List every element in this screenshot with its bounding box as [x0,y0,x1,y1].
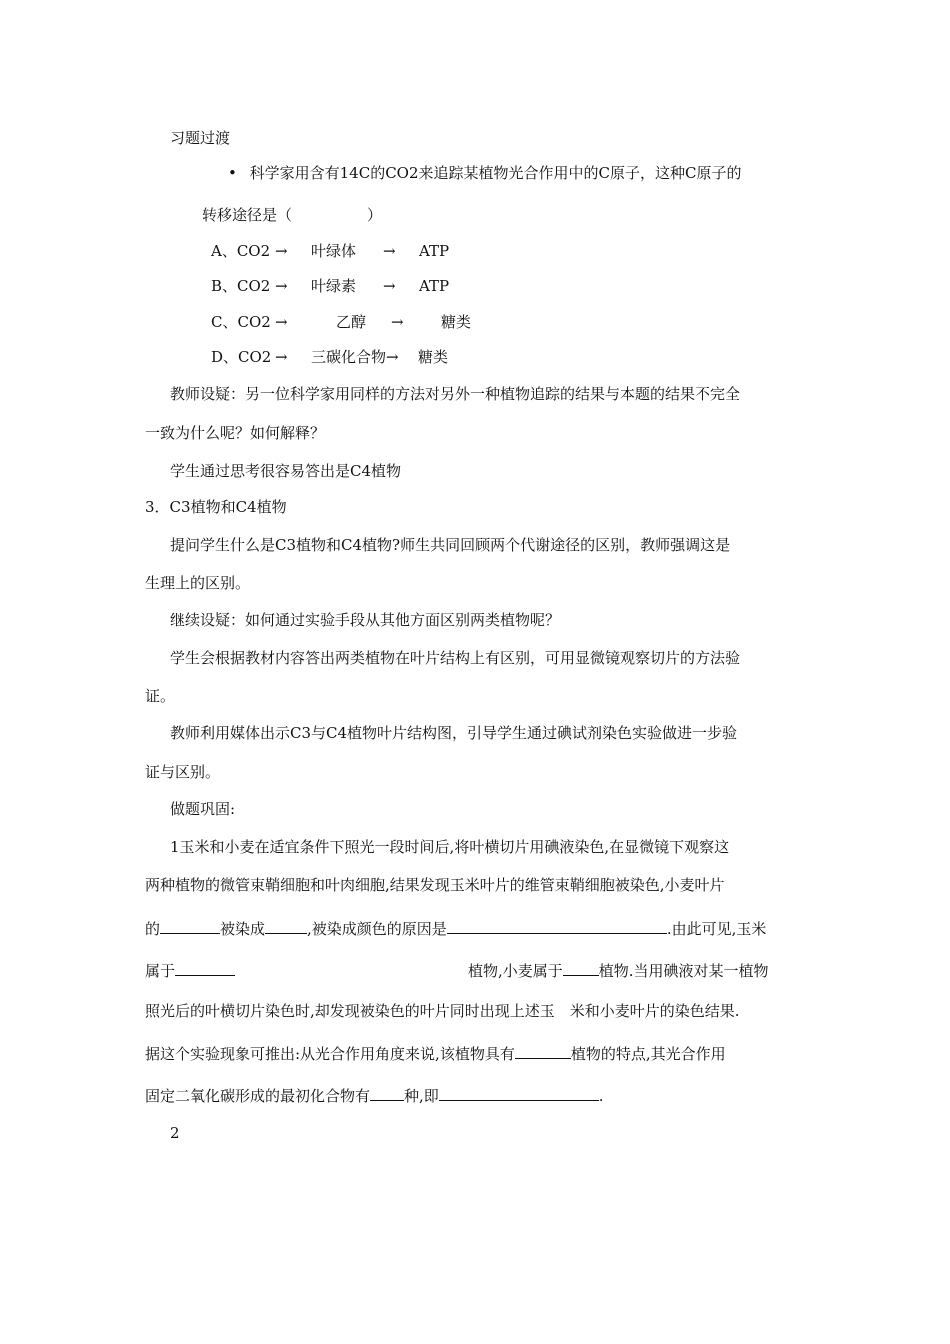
option-d [211,347,448,367]
option-a [211,241,449,261]
option-d-end: 糖类 [418,348,449,366]
answer-blank[interactable] [515,1043,571,1059]
option-c-mid: 乙醇 [335,313,366,331]
arrow-icon: → [275,277,288,295]
section-3-heading: 3．C3植物和C4植物 [145,498,287,516]
option-d-mid: 三碳化合物 [311,348,387,366]
text-segment: . [598,1087,604,1105]
option-c-end: 糖类 [441,313,472,331]
answer-blank[interactable] [563,960,599,976]
exercise-1-line-4b [468,960,769,981]
media-line-1: 教师利用媒体出示C3与C4植物叶片结构图，引导学生通过碘试剂染色实验做进一步验 [170,724,738,742]
arrow-icon: → [383,277,396,295]
text-segment: 据这个实验现象可推出:从光合作用角度来说,该植物具有 [145,1045,515,1063]
student-answer-2-line-2: 证。 [145,687,176,705]
consolidate-heading: 做题巩固: [170,800,236,818]
continue-question: 继续设疑：如何通过实验手段从其他方面区别两类植物呢？ [170,611,561,629]
text-segment: .由此可见,玉米 [666,920,767,938]
question-line-1 [228,163,741,183]
exercise-1-line-5: 照光后的叶横切片染色时,却发现被染色的叶片同时出现上述玉 米和小麦叶片的染色结果. [145,1002,740,1020]
answer-blank[interactable] [447,918,667,934]
option-c-label: C、CO2 [211,313,271,331]
text-segment: 被染成 [220,920,266,938]
option-a-mid: 叶绿体 [311,242,357,260]
question-text-1: 科学家用含有14C的CO2来追踪某植物光合作用中的C原子，这种C原子的 [249,164,742,182]
answer-blank[interactable] [160,918,220,934]
option-b-label: B、CO2 [211,277,271,295]
exercise-1-line-3 [145,918,766,939]
answer-blank[interactable] [265,918,307,934]
text-segment: 的 [145,920,161,938]
exercise-1-line-6 [145,1043,726,1064]
option-a-end: ATP [419,242,450,260]
ask-line-1: 提问学生什么是C3植物和C4植物?师生共同回顾两个代谢途径的区别，教师强调这是 [170,536,731,554]
student-answer-2-line-1: 学生会根据教材内容答出两类植物在叶片结构上有区别，可用显微镜观察切片的方法验 [170,649,741,667]
text-segment: 属于 [145,962,176,980]
option-b-end: ATP [419,277,450,295]
teacher-question-line-2: 一致为什么呢？如何解释？ [145,424,326,442]
option-b-mid: 叶绿素 [311,277,357,295]
text-segment: ,被染成颜色的原因是 [307,920,447,938]
text-segment: 植物的特点,其光合作用 [570,1045,726,1063]
bullet-icon: • [228,164,237,182]
question-line-2: 转移途径是（ ） [202,206,383,224]
answer-blank[interactable] [439,1085,599,1101]
text-segment: 种,即 [404,1087,439,1105]
section-exercise-heading: 习题过渡 [170,129,231,147]
arrow-icon: → [391,313,404,331]
option-b [211,276,449,296]
exercise-1-line-2: 两种植物的微管束鞘细胞和叶肉细胞,结果发现玉米叶片的维管束鞘细胞被染色,小麦叶片 [145,876,725,894]
arrow-icon: → [275,313,288,331]
option-c [211,312,471,332]
answer-blank[interactable] [175,960,235,976]
text-segment: 固定二氧化碳形成的最初化合物有 [145,1087,371,1105]
option-a-label: A、CO2 [211,242,271,260]
answer-blank[interactable] [370,1085,404,1101]
ask-line-2: 生理上的区别。 [145,574,251,592]
student-answer: 学生通过思考很容易答出是C4植物 [170,462,402,480]
exercise-1-line-7 [145,1085,604,1106]
option-d-label: D、CO2 [211,348,272,366]
arrow-icon: → [275,348,288,366]
text-segment: 植物,小麦属于 [468,962,563,980]
text-segment: 植物.当用碘液对某一植物 [598,962,769,980]
exercise-1-line-1: 1玉米和小麦在适宜条件下照光一段时间后,将叶横切片用碘液染色,在显微镜下观察这 [170,838,730,856]
arrow-icon: → [275,242,288,260]
arrow-icon: → [383,242,396,260]
exercise-2-number: 2 [170,1124,180,1142]
media-line-2: 证与区别。 [145,763,221,781]
arrow-icon: → [386,348,399,366]
exercise-1-line-4 [145,960,235,981]
teacher-question-line-1: 教师设疑：另一位科学家用同样的方法对另外一种植物追踪的结果与本题的结果不完全 [170,385,741,403]
